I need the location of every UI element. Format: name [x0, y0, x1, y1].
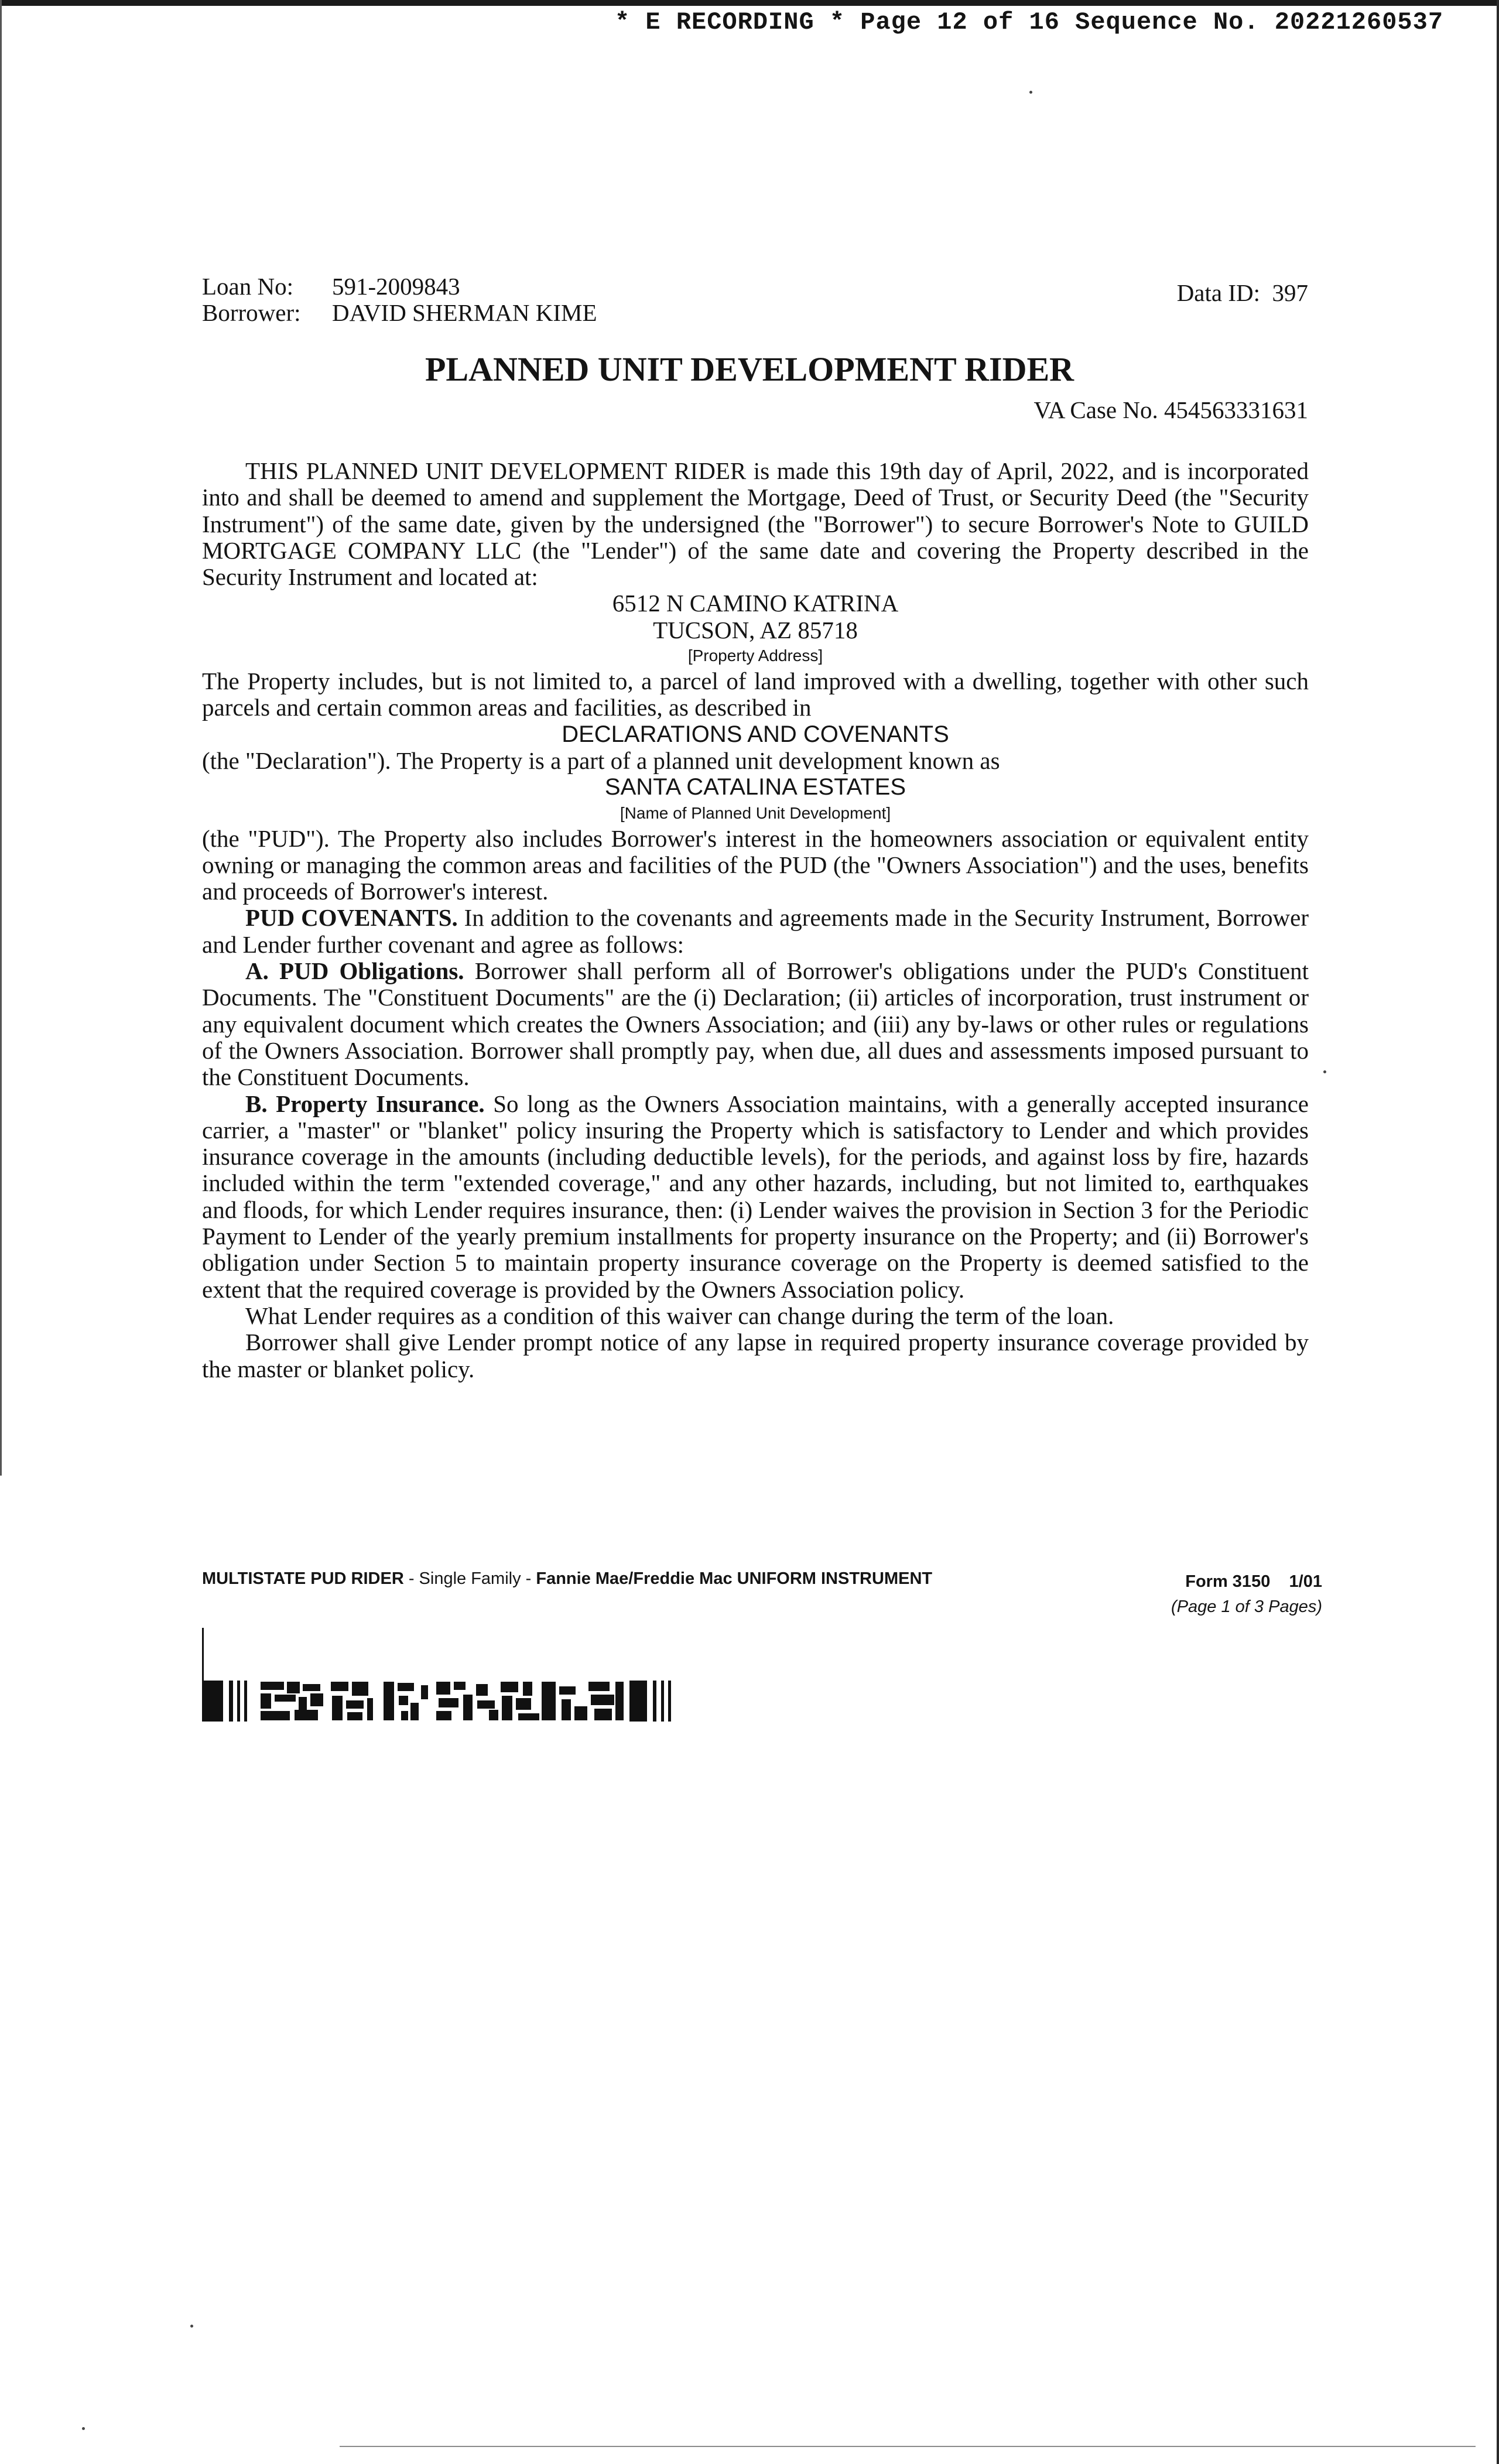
borrower-name: DAVID SHERMAN KIME	[332, 299, 597, 326]
lapse-notice-paragraph: Borrower shall give Lender prompt notice of any lapse in required property insurance coverage provided by the master or blanket policy.	[202, 1329, 1309, 1382]
intro-paragraph: THIS PLANNED UNIT DEVELOPMENT RIDER is made this 19th day of April, 2022, and is incorporated into and shall be deemed to amend and supplement the Mortgage, Deed of Trust, or Security Deed (the "Security Instrument") of the same date, given by the undersigned (the "Borrower") to secure Borrower's Note to GUILD MORTGAGE COMPANY LLC (the "Lender") of the same date and covering the Property described in the Security Instrument and located at:	[202, 457, 1309, 591]
borrower-line	[202, 299, 597, 327]
pud-name: SANTA CATALINA ESTATES	[604, 774, 906, 800]
form-footer-title	[202, 1569, 932, 1589]
form-number: Form 3150 1/01	[1185, 1572, 1322, 1591]
property-address-caption: [Property Address]	[687, 646, 823, 665]
form-footer-number	[1147, 1569, 1322, 1620]
pud-covenants-paragraph	[202, 905, 1309, 958]
property-includes-paragraph: The Property includes, but is not limited to, a parcel of land improved with a dwelling, together with other such parcels and certain common areas and facilities, as described in	[202, 668, 1309, 721]
scan-left-border	[0, 0, 2, 1476]
footer-title-middle: - Single Family -	[403, 1569, 536, 1588]
pud-obligations-text: Borrower shall perform all of Borrower's obligations under the PUD's Constituent Documents. The "Constituent Documents" are the (i) Declaration; (ii) articles of incorporation, trust instrument or any equivalent document which creates the Owners Association; and (iii) any by-laws or other rules or regulations of the Owners Association. Borrower shall promptly pay, when due, all dues and assessments imposed pursuant to the Constituent Documents.	[202, 957, 1309, 1091]
scan-speck	[1323, 1070, 1326, 1073]
document-title: PLANNED UNIT DEVELOPMENT RIDER	[425, 350, 1074, 388]
pud-name-caption: [Name of Planned Unit Development]	[620, 803, 891, 822]
scan-top-border	[0, 0, 1499, 6]
waiver-paragraph: What Lender requires as a condition of this waiver can change during the term of the loan.	[245, 1302, 1114, 1329]
scan-speck	[190, 2325, 193, 2328]
pud-paragraph: (the "PUD"). The Property also includes Borrower's interest in the homeowners association or equivalent entity owning or managing the common areas and facilities of the PUD (the "Owners Association") and the uses, benefits and proceeds of Borrower's interest.	[202, 824, 1309, 905]
va-case-number: VA Case No. 454563331631	[1033, 396, 1308, 423]
document-body	[202, 458, 1309, 1382]
data-id-label: Data ID:	[1176, 279, 1260, 306]
property-insurance-paragraph	[202, 1091, 1309, 1303]
pud-covenants-text: In addition to the covenants and agreements made in the Security Instrument, Borrower and Lender further covenant and agree as follows:	[202, 904, 1309, 958]
pud-obligations-paragraph	[202, 958, 1309, 1090]
barcode	[202, 1628, 782, 1722]
data-id: 397	[1272, 279, 1308, 306]
page-of-pages: (Page 1 of 3 Pages)	[1171, 1597, 1322, 1616]
property-insurance-text: So long as the Owners Association maintains, with a generally accepted insurance carrier, a "master" or "blanket" policy insuring the Property which is satisfactory to Lender and which provides insurance coverage in the amounts (including deductible levels), for the periods, and against loss by fire, hazards included within the term "extended coverage," and any other hazards, including, but not limited to, earthquakes and floods, for which Lender requires insurance, then: (i) Lender waives the provision in Section 3 for the Periodic Payment to Lender of the yearly premium installments for property insurance on the Property; and (ii) Borrower's obligation under Section 5 to maintain property insurance coverage on the Property is deemed satisfied to the extent that the required coverage is provided by the Owners Association policy.	[202, 1090, 1309, 1303]
property-address-line2: TUCSON, AZ 85718	[653, 616, 858, 644]
footer-title-bold: MULTISTATE PUD RIDER	[202, 1569, 404, 1588]
loan-number: 591-2009843	[332, 273, 460, 300]
declarations-title: DECLARATIONS AND COVENANTS	[562, 721, 949, 747]
footer-title-bold2: Fannie Mae/Freddie Mac UNIFORM INSTRUMENT	[536, 1569, 933, 1588]
barcode-data-blocks	[261, 1682, 624, 1720]
property-insurance-heading: B. Property Insurance.	[245, 1090, 485, 1117]
pud-obligations-heading: A. PUD Obligations.	[245, 957, 464, 985]
recording-header: * E RECORDING * Page 12 of 16 Sequence No. 20221260537	[615, 8, 1444, 36]
scan-right-border	[1497, 0, 1499, 2464]
scan-speck	[1029, 91, 1032, 94]
scan-speck	[82, 2427, 85, 2430]
bottom-rule	[340, 2446, 1476, 2447]
loan-number-line	[202, 272, 460, 300]
property-address-line1: 6512 N CAMINO KATRINA	[612, 590, 899, 617]
data-id-line	[1177, 279, 1308, 307]
declaration-paragraph: (the "Declaration"). The Property is a part of a planned unit development known as	[202, 747, 1000, 774]
pud-covenants-heading: PUD COVENANTS.	[245, 904, 458, 932]
loan-number-label: Loan No:	[202, 273, 293, 300]
borrower-label: Borrower:	[202, 299, 301, 326]
